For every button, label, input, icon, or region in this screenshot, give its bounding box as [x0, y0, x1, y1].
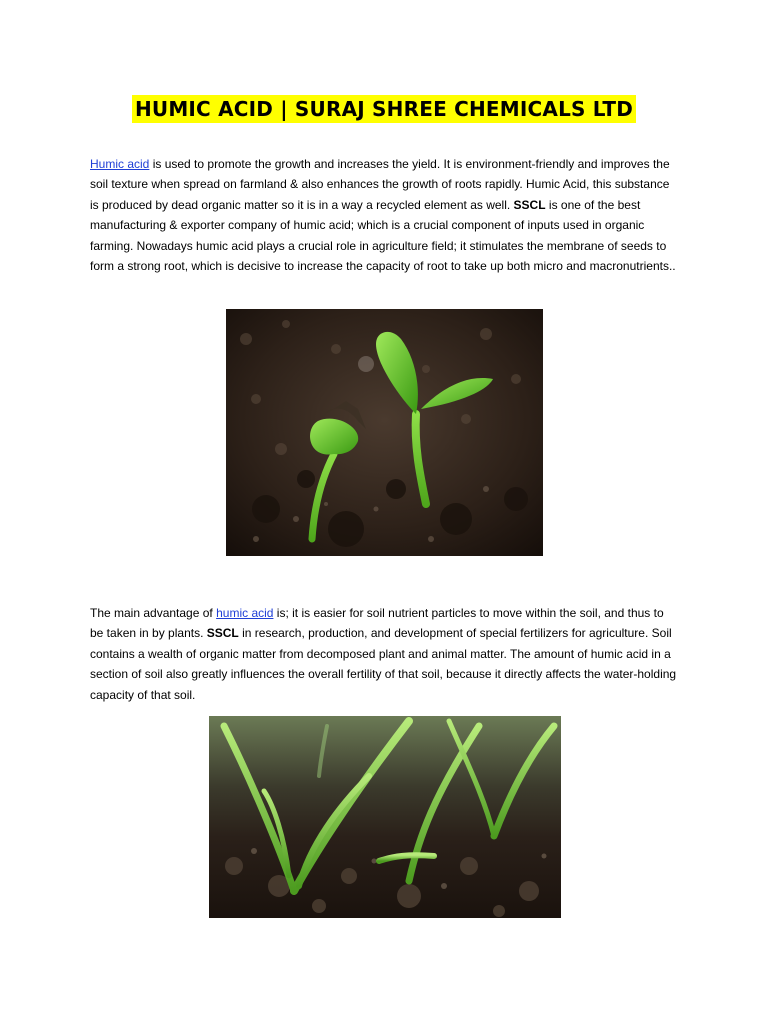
paragraph-2-text-pre: The main advantage of — [90, 606, 217, 620]
sprouts-photo — [209, 716, 561, 918]
paragraph-2-bold: SSCL — [206, 626, 239, 641]
paragraph-1-bold: SSCL — [513, 197, 546, 212]
sprouts-photo-svg — [209, 716, 561, 918]
humic-acid-link-2[interactable]: humic acid — [216, 606, 274, 620]
title-wrap — [0, 95, 768, 123]
paragraph-2 — [90, 603, 680, 705]
seedling-photo-svg — [226, 309, 543, 556]
paragraph-1 — [90, 154, 680, 276]
paragraph-1-text-a: is used to promote the growth and increases the yield. It is environment-friendly and improves the soil texture when spread on farmland & also enhances the growth of roots rapidly. Humic Acid, this substance is produced by dead organic matter so it is in a way a recycled element as well. — [90, 157, 670, 212]
seedling-photo — [226, 309, 543, 556]
paragraph-1-text-b: is one of the best manufacturing & exporter company of humic acid; which is a crucial component of inputs used in organic farming. Nowadays humic acid plays a crucial role in agriculture field; it stimulates the membrane of seeds to form a strong root, which is decisive to increase the capacity of root to take up both micro and macronutrients.. — [90, 197, 676, 274]
paragraph-2-text-a: is; it is easier for soil nutrient particles to move within the soil, and thus to be taken in by plants. — [90, 606, 664, 641]
paragraph-2-text-b: in research, production, and development of special fertilizers for agriculture. Soil contains a wealth of organic matter from decomposed plant and animal matter. The amount of humic acid in a section of soil also greatly influences the overall fertility of that soil, because it directly affects the water-holding capacity of that soil. — [90, 626, 677, 702]
page-title: HUMIC ACID | SURAJ SHREE CHEMICALS LTD — [132, 95, 636, 123]
humic-acid-link-1[interactable]: Humic acid — [90, 157, 150, 171]
